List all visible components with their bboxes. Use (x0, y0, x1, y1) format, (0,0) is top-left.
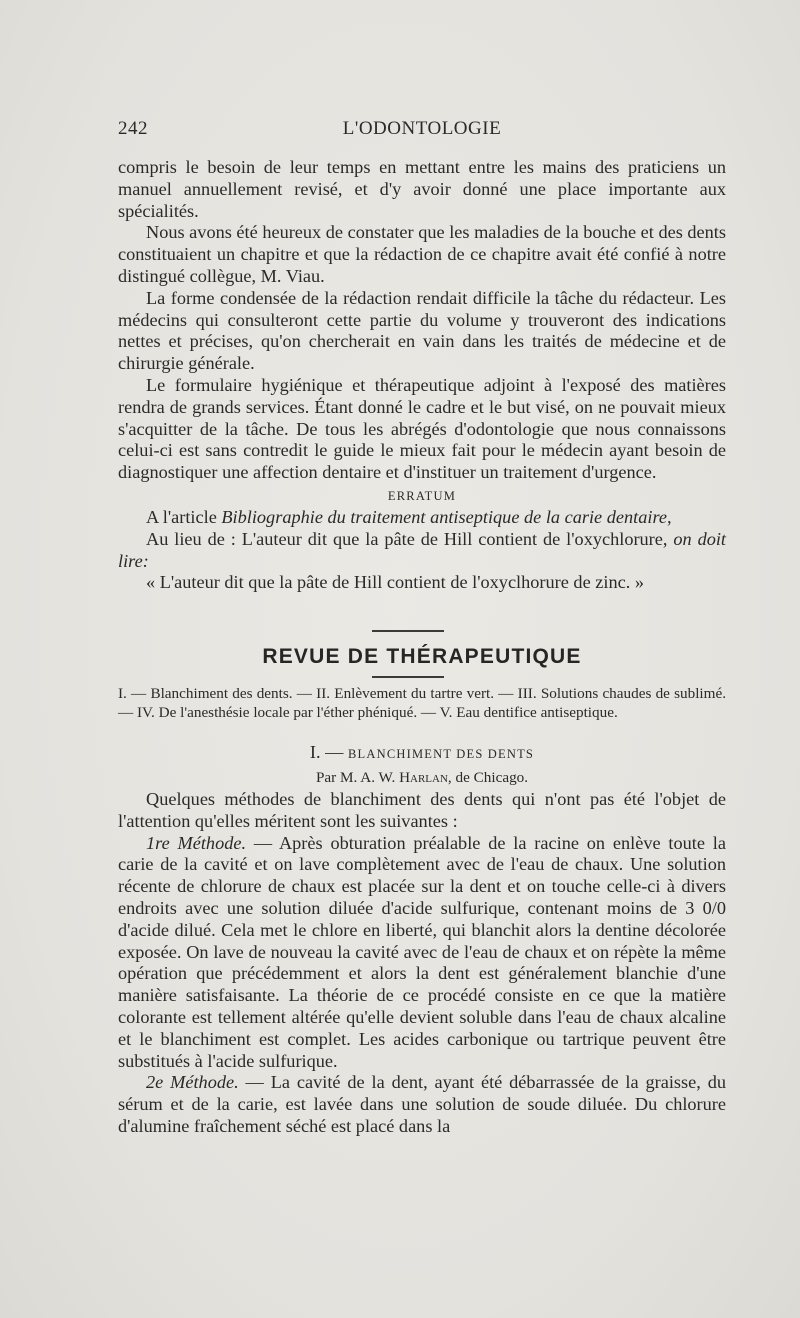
method-text: — La cavité de la dent, ayant été débarrassée de la graisse, du sérum et de la carie, est lavée dans une solution de soude diluée. Du chlorure d'alumine fraîchement séché est placé dans la (118, 1072, 727, 1136)
erratum-correction: « L'auteur dit que la pâte de Hill contient de l'oxyclhorure de zinc. » (146, 572, 644, 593)
page-number: 242 (118, 118, 148, 139)
summary-text: I. — Blanchiment des dents. — II. Enlèvement du tartre vert. — III. Solutions chaudes de sublimé. — IV. De l'anesthésie locale par l'éther phéniqué. — V. Eau dentifice antiseptique. (118, 685, 726, 721)
divider-rule (372, 630, 444, 632)
subsection-title (118, 742, 726, 766)
method-label: 1re Méthode. (146, 832, 247, 853)
body-text (118, 157, 726, 484)
erratum-prefix: A l'article (146, 507, 222, 527)
running-title: L'ODONTOLOGIE (342, 118, 502, 139)
methods-text (118, 789, 726, 1138)
erratum-heading: ERRATUM (387, 489, 457, 503)
erratum-text: Au lieu de : L'auteur dit que la pâte de Hill contient de l'oxychlorure, (146, 528, 674, 549)
subsection-heading (118, 742, 726, 790)
byline-prefix: Par M. A. W. (315, 768, 400, 786)
paragraph: La forme condensée de la rédaction rendait difficile la tâche du rédacteur. Les médecins qui consulteront cette partie du volume y trouveront des indications nettes et précises, qu'on chercherait en vain dans les traités de médecine et de chirurgie générale. (118, 287, 726, 374)
paragraph: Le formulaire hygiénique et thérapeutique adjoint à l'exposé des matières rendra de grands services. Étant donné le cadre et le but visé, on ne pouvait mieux s'acquitter de la tâche. De tous les abrégés d'odontologie que nous connaissons celui-ci est sans contredit le guide le mieux fait pour le médecin ayant besoin de diagnostiquer une affection dentaire et d'instituer un traitement d'urgence. (118, 374, 726, 483)
subsection-label: BLANCHIMENT DES DENTS (348, 747, 535, 761)
section-title: REVUE DE THÉRAPEUTIQUE (262, 645, 582, 668)
page-header (118, 118, 726, 144)
paragraph: compris le besoin de leur temps en mettant entre les mains des praticiens un manuel annuellement revisé, et d'y avoir donné une place importante aux spécialités. (118, 157, 726, 221)
erratum-line (118, 529, 726, 573)
subsection-number: I. — (309, 742, 344, 762)
erratum-line (118, 507, 726, 529)
erratum-block (118, 485, 726, 594)
byline-author: Harlan (399, 768, 448, 786)
section-summary (118, 684, 726, 722)
method-text: — Après obturation préalable de la racine on enlève toute la carie de la cavité et on lave complètement avec de l'eau de chaux. Une solution récente de chlorure de chaux est placée sur la dent et on touche celle-ci à divers endroits avec une solution diluée d'acide sulfurique, contenant moins de 3 0/0 d'acide dilué. Cela met le chlore en liberté, qui blanchit alors la dentine décolorée exposée. On lave de nouveau la cavité avec de l'eau de chaux et on répète la même opération que précédemment et alors la dent est généralement blanchie d'une manière satisfaisante. La théorie de ce procédé consiste en ce que la matière colorante est tellement altérée qu'elle devient soluble dans l'eau de chaux alcaline et le blanchiment est complet. Les acides carbonique ou tartrique peuvent être substitués à l'acide sulfurique. (118, 832, 726, 1071)
divider-rule (372, 676, 444, 678)
erratum-article-title: Bibliographie du traitement antiseptique de la carie dentaire, (221, 507, 672, 527)
paragraph: Nous avons été heureux de constater que les maladies de la bouche et des dents constituaient un chapitre et que la rédaction de ce chapitre avait été confié à notre distingué collègue, M. Viau. (118, 222, 726, 286)
erratum-correction-label: on doit lire: (118, 528, 727, 571)
byline-suffix: , de Chicago. (447, 768, 529, 786)
byline (118, 766, 726, 790)
paragraph (118, 833, 726, 1073)
paragraph (118, 1072, 726, 1137)
paragraph: Quelques méthodes de blanchiment des dents qui n'ont pas été l'objet de l'attention qu'elles méritent sont les suivantes : (118, 789, 726, 831)
method-label: 2e Méthode. (146, 1072, 239, 1093)
